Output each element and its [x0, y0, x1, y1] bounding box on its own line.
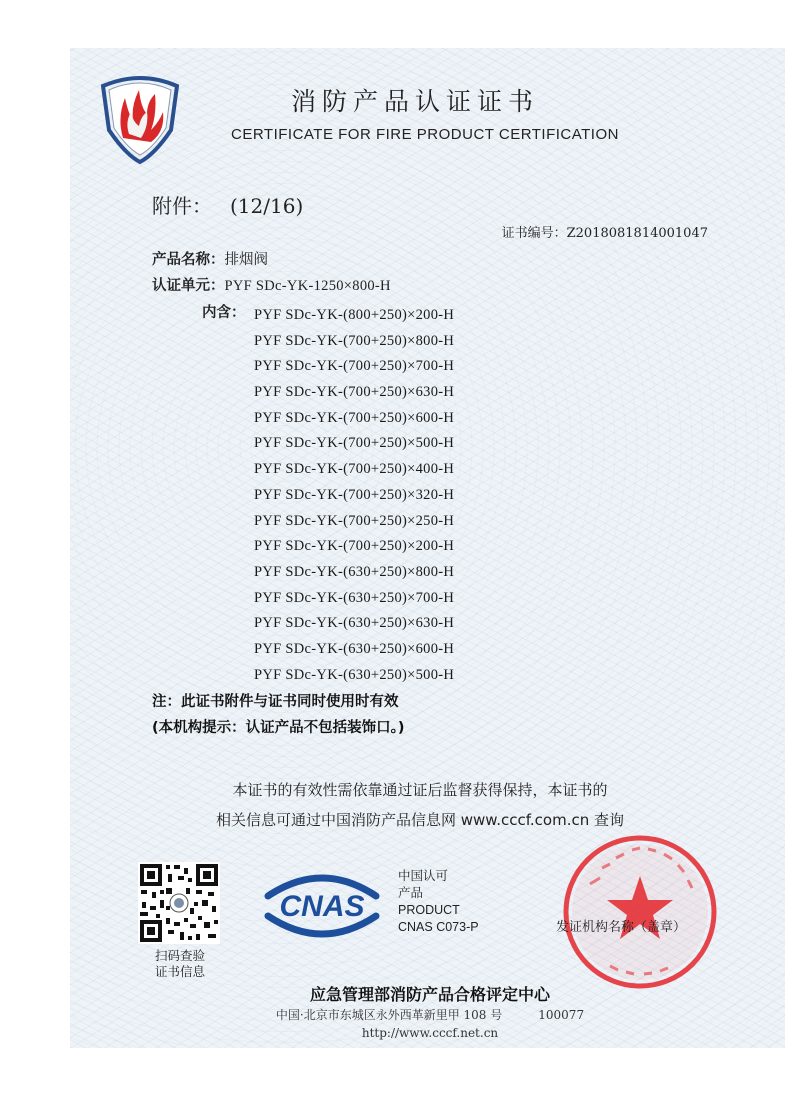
product-name-label: 产品名称：	[152, 252, 225, 268]
validity-statement-line2: 相关信息可通过中国消防产品信息网 www.cccf.com.cn 查询	[216, 811, 624, 829]
includes-label: 内含：	[202, 305, 246, 321]
attachment-heading	[152, 190, 303, 219]
cnas-line2: 产品	[398, 886, 424, 900]
certificate-title-en: CERTIFICATE FOR FIRE PRODUCT CERTIFICATION	[231, 126, 619, 143]
issuing-center-name: 应急管理部消防产品合格评定中心	[309, 985, 550, 1004]
validity-statement-line1: 本证书的有效性需依靠通过证后监督获得保持，本证书的	[232, 781, 608, 799]
product-name-row	[152, 248, 268, 269]
product-name-value: 排烟阀	[224, 252, 268, 268]
qr-caption	[140, 948, 220, 980]
note-institution-tip: (本机构提示：认证产品不包括装饰口。)	[152, 720, 405, 736]
included-model: PYF SDc-YK-(700+250)×400-H	[254, 461, 455, 478]
included-model: PYF SDc-YK-(700+250)×630-H	[254, 384, 455, 401]
official-seal-icon	[560, 832, 720, 992]
attachment-number: (12/16)	[230, 194, 304, 218]
certification-unit-value: PYF SDc-YK-1250×800-H	[224, 278, 391, 294]
certification-unit-row	[152, 274, 391, 295]
included-models-list	[254, 303, 454, 688]
cnas-logo-text: CNAS	[279, 890, 365, 923]
cnas-line4: CNAS C073-P	[398, 920, 479, 934]
included-model: PYF SDc-YK-(700+250)×250-H	[254, 512, 455, 529]
attachment-label: 附件：	[152, 194, 212, 218]
fire-certification-logo-icon	[95, 68, 185, 168]
included-model: PYF SDc-YK-(630+250)×500-H	[254, 666, 455, 683]
qr-caption-line1: 扫码查验	[154, 948, 205, 963]
included-model: PYF SDc-YK-(800+250)×200-H	[254, 307, 455, 323]
included-model: PYF SDc-YK-(700+250)×600-H	[254, 409, 455, 426]
included-model: PYF SDc-YK-(630+250)×600-H	[254, 640, 455, 657]
included-model: PYF SDc-YK-(630+250)×800-H	[254, 563, 455, 580]
issuer-url[interactable]: http://www.cccf.net.cn	[361, 1026, 499, 1040]
included-model: PYF SDc-YK-(700+250)×200-H	[254, 538, 455, 555]
included-model: PYF SDc-YK-(700+250)×700-H	[254, 358, 455, 375]
included-model: PYF SDc-YK-(630+250)×700-H	[254, 589, 455, 606]
issuer-address	[150, 1006, 710, 1023]
included-model: PYF SDc-YK-(700+250)×800-H	[254, 332, 455, 349]
included-model: PYF SDc-YK-(700+250)×320-H	[254, 486, 455, 503]
certificate-title-cn: 消防产品认证证书	[290, 87, 539, 116]
qr-caption-line2: 证书信息	[154, 964, 205, 979]
note-validity: 注：此证书附件与证书同时使用时有效	[152, 694, 399, 710]
cnas-logo-icon	[258, 866, 386, 944]
issuer-label: 发证机构名称（盖章）	[556, 920, 687, 935]
qr-code-icon[interactable]	[138, 862, 220, 944]
cnas-line3: PRODUCT	[398, 903, 460, 917]
includes-label-row	[202, 301, 246, 322]
included-model: PYF SDc-YK-(630+250)×630-H	[254, 615, 455, 632]
cnas-line1: 中国认可	[398, 869, 449, 883]
certificate-number: 证书编号：Z2018081814001047	[501, 226, 708, 241]
postal-code: 100077	[538, 1008, 585, 1022]
included-model: PYF SDc-YK-(700+250)×500-H	[254, 435, 455, 452]
certification-unit-label: 认证单元：	[152, 278, 225, 294]
cnas-accreditation-text	[398, 868, 479, 936]
address-text: 中国·北京市东城区永外西革新里甲 108 号	[275, 1008, 503, 1022]
